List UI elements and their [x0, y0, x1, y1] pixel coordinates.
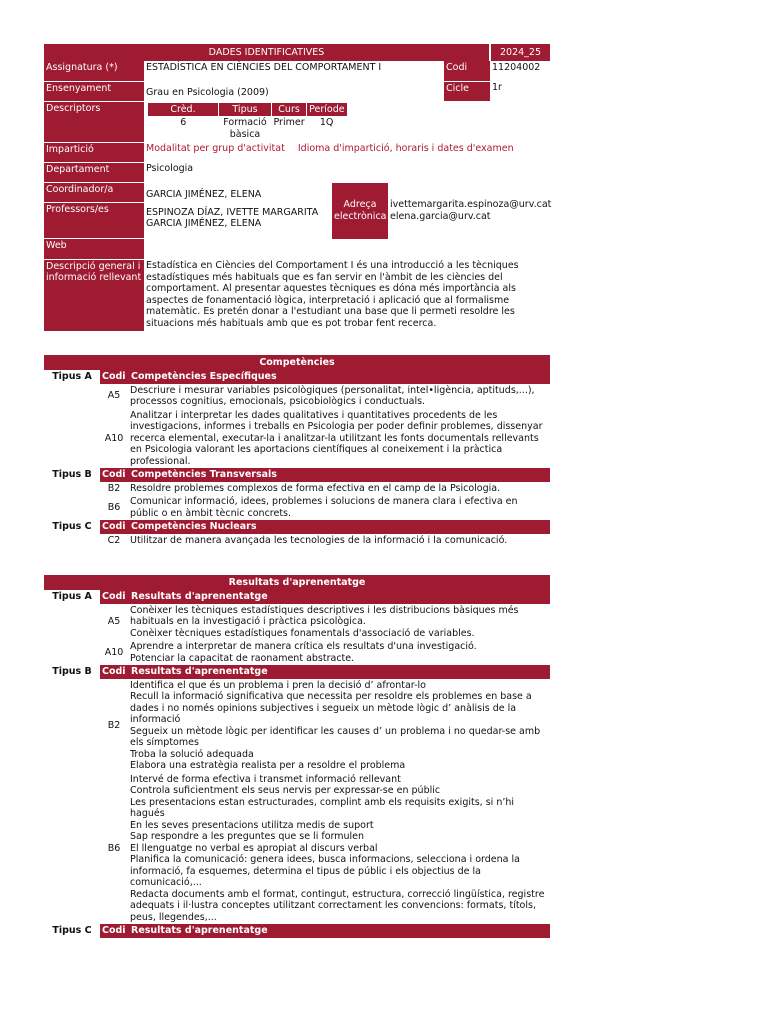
- result-line: Conèixer tècniques estadístiques fonamentals d'associació de variables.: [130, 627, 475, 639]
- result-lines: [128, 679, 550, 773]
- imparticio-links: [144, 142, 550, 162]
- result-line: Segueix un mètode lògic per identificar les causes d’ un problema i no quedar-se amb els símptomes: [130, 725, 541, 748]
- descriptor-credits: 6: [180, 117, 187, 128]
- result-line: Intervé de forma efectiva i transmet informació rellevant: [130, 773, 401, 785]
- result-line: Planifica la comunicació: genera idees, busca informacions, selecciona i ordena la informació, fa esquemes, determina el tipus de públic i els objectius de la comunicació,...: [130, 854, 520, 888]
- competency-code: C2: [107, 534, 121, 546]
- descriptor-period: 1Q: [319, 117, 334, 128]
- label-imparticio: Impartició: [44, 142, 144, 162]
- result-line: Elabora una estratègia realista per a resoldre el problema: [130, 760, 406, 771]
- result-line: Sap respondre a les preguntes que se li formulen: [130, 831, 365, 842]
- result-line: Identifica el que és un problema i pren la decisió d’ afrontar-lo: [130, 679, 426, 691]
- result-line: Conèixer les tècniques estadístiques descriptives i les distribucions bàsiques més habituals en la investigació i pràctica psicològica.: [130, 604, 519, 627]
- result-code: B2: [107, 719, 121, 731]
- course-sheet: [44, 44, 550, 938]
- section-title: DADES IDENTIFICATIVES: [44, 44, 490, 61]
- degree-name: Grau en Psicologia (2009): [146, 87, 269, 98]
- label-ensenyament: Ensenyament: [44, 81, 144, 101]
- tipus-label: Tipus A: [52, 591, 92, 602]
- tipus-label: Tipus B: [52, 666, 92, 677]
- tipus-label: Tipus C: [52, 521, 92, 532]
- result-line: Les presentacions estan estructurades, complint amb els requisits exigits, si n’hi hagués: [130, 796, 515, 819]
- subject-name: ESTADÍSTICA EN CIÈNCIES DEL COMPORTAMENT I: [146, 62, 382, 73]
- descriptor-header: Tipus: [219, 103, 272, 117]
- coordinator-name: GARCIA JIMÉNEZ, ELENA: [146, 188, 262, 200]
- competency-code: B2: [107, 482, 121, 494]
- result-code: A10: [104, 646, 124, 658]
- label-assignatura: Assignatura (*): [44, 61, 144, 81]
- email-link[interactable]: elena.garcia@urv.cat: [390, 210, 491, 222]
- professor-name: GARCIA JIMÉNEZ, ELENA: [146, 218, 262, 229]
- staff-table: [44, 183, 550, 240]
- professor-name: ESPINOZA DÍAZ, IVETTE MARGARITA: [146, 206, 319, 218]
- competency-text: Analitzar i interpretar les dades qualitatives i quantitatives procedents de les investigacions, informes i treballs en Psicologia per poder definir problemes, dissenyar recerca elemental, executar-la i analitzar-la utilitzant les fonts documentals rellevants en Psicologia valorant les aportacions científiques al coneixement i la pràctica professional.: [130, 409, 543, 467]
- academic-year: 2024_25: [490, 44, 550, 61]
- group-title: Competències Nuclears: [128, 520, 550, 534]
- competency-text: Comunicar informació, idees, problemes i solucions de manera clara i efectiva en públic o en àmbit tècnic concrets.: [130, 496, 518, 519]
- competency-text: Utilitzar de manera avançada les tecnologies de la informació i la comunicació.: [130, 534, 508, 546]
- result-line: Controla suficientment els seus nervis per expressar-se en públic: [130, 785, 441, 796]
- group-title: Competències Específiques: [128, 370, 550, 384]
- result-lines: [128, 640, 550, 665]
- codi-header: Codi: [100, 370, 128, 384]
- label-departament: Departament: [44, 162, 144, 182]
- label-descriptors: Descriptors: [44, 101, 144, 142]
- codi-header: Codi: [100, 924, 128, 938]
- label-web: Web: [44, 239, 144, 259]
- descriptor-header: Període: [307, 103, 347, 117]
- results-title: Resultats d'aprenentatge: [44, 575, 550, 590]
- results-table: [44, 590, 550, 938]
- result-line: Redacta documents amb el format, contingut, estructura, correcció lingüística, registre adequats i il·lustra conceptes utilitzant correctament les convencions: formats, títols, peus, llegendes,...: [130, 888, 545, 923]
- result-lines: [128, 773, 550, 925]
- description-text: Estadística en Ciències del Comportament I és una introducció a les tècniques estadístiques més habituals que es fan servir en l'àmbit de les ciències del comportament. Al presentar aquestes tècniques es dóna més importància als aspectes de fonamentació lògica, interpretació i aplicació que al formalisme matemàtic. Es pretén donar a l'estudiant una base que li permeti resoldre les situacions més habituals amb que es pot trobar fent recerca.: [146, 260, 519, 329]
- result-lines: [128, 604, 550, 641]
- codi-header: Codi: [100, 590, 128, 604]
- competency-text: Descriure i mesurar variables psicològiques (personalitat, intel•ligència, aptituds,...), processos cognitius, emocionals, psicobiològics i conductuals.: [130, 384, 535, 407]
- competencies-title: Competències: [44, 355, 550, 370]
- group-title: Resultats d'aprenentatge: [128, 590, 550, 604]
- identification-table: [44, 44, 550, 183]
- descriptor-course: Primer: [273, 117, 305, 128]
- email-list: [388, 183, 550, 239]
- result-line: Troba la solució adequada: [130, 748, 254, 760]
- group-title: Competències Transversals: [128, 468, 550, 482]
- codi-header: Codi: [100, 665, 128, 679]
- result-line: Potenciar la capacitat de raonament abstracte.: [130, 652, 355, 664]
- result-code: A5: [107, 616, 121, 627]
- result-line: En les seves presentacions utilitza medis de suport: [130, 819, 374, 831]
- competency-code: A10: [104, 432, 124, 444]
- link-idioma-horaris[interactable]: Idioma d'impartició, horaris i dates d'examen: [297, 143, 514, 154]
- label-professors: Professors/es: [44, 203, 144, 239]
- descriptor-type: Formació bàsica: [223, 117, 267, 140]
- subject-code: 11204002: [492, 62, 541, 73]
- link-modalitat[interactable]: Modalitat per grup d'activitat: [146, 143, 285, 154]
- result-line: El llenguatge no verbal es apropiat al discurs verbal: [130, 842, 378, 854]
- descriptor-header: Crèd.: [148, 103, 219, 117]
- label-coordinador: Coordinador/a: [44, 183, 144, 203]
- tipus-label: Tipus A: [52, 371, 92, 382]
- group-title: Resultats d'aprenentatge: [128, 924, 550, 938]
- email-link[interactable]: ivettemargarita.espinoza@urv.cat: [390, 199, 552, 210]
- descriptors-table: [148, 103, 347, 142]
- competency-code: A5: [107, 390, 121, 402]
- descriptor-header: Curs: [272, 103, 307, 117]
- result-line: Recull la informació significativa que necessita per resoldre els problemes en base a dades i no només opinions subjectives i segueix un mètode lògic d’ anàlisis de la informació: [130, 691, 532, 725]
- result-line: Aprendre a interpretar de manera crítica els resultats d'una investigació.: [130, 641, 477, 652]
- misc-table: [44, 239, 550, 331]
- result-code: B6: [107, 842, 121, 854]
- label-cicle: Cicle: [444, 81, 490, 101]
- codi-header: Codi: [100, 468, 128, 482]
- tipus-label: Tipus B: [52, 469, 92, 480]
- competency-text: Resoldre problemes complexos de forma efectiva en el camp de la Psicologia.: [130, 482, 501, 494]
- competency-code: B6: [107, 501, 121, 513]
- cycle-value: 1r: [492, 82, 502, 93]
- email-label: Adreça electrònica: [332, 183, 388, 239]
- competencies-table: [44, 370, 550, 547]
- professor-list: [144, 203, 332, 239]
- label-codi: Codi: [444, 61, 490, 81]
- descriptors-block: [144, 101, 550, 142]
- web-value: [144, 239, 550, 259]
- group-title: Resultats d'aprenentatge: [128, 665, 550, 679]
- tipus-label: Tipus C: [52, 925, 92, 936]
- department-value: Psicologia: [146, 163, 194, 174]
- codi-header: Codi: [100, 520, 128, 534]
- label-descripcio: Descripció general i informació rellevant: [44, 259, 144, 331]
